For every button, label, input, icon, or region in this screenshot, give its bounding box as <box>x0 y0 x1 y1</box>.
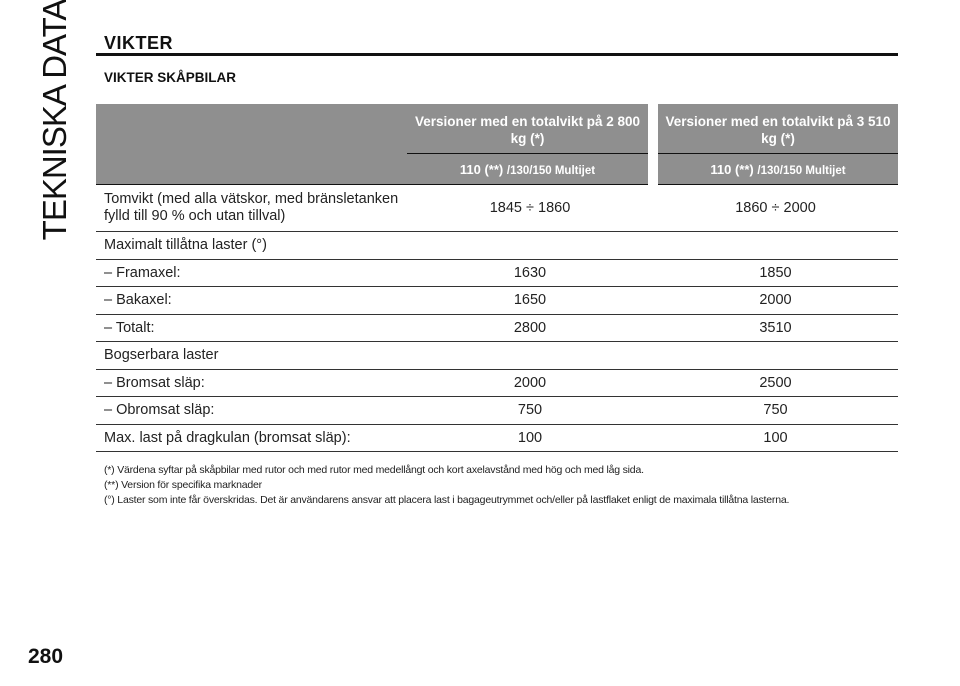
row-value-3510: 1850 <box>653 259 898 287</box>
table-row <box>96 314 898 342</box>
subheader-col-3510-main: 110 (**) <box>710 161 758 177</box>
footnote: (°) Laster som inte får överskridas. Det är användarens ansvar att placera last i bagageutrymmet och/eller på lastflaket enligt de maximala tillåtna lasterna. <box>104 494 790 506</box>
subheader-col-3510 <box>653 154 898 185</box>
row-value-3510 <box>653 232 898 260</box>
row-value-2800: 100 <box>407 424 653 452</box>
row-value-3510: 3510 <box>653 314 898 342</box>
row-value-2800: 1650 <box>407 287 653 315</box>
table-row <box>96 397 898 425</box>
footnote: (**) Version för specifika marknader <box>104 479 262 491</box>
side-section-label <box>20 0 90 241</box>
section-divider <box>96 53 898 56</box>
subheader-col-2800-main: 110 (**) <box>459 161 507 177</box>
header-col-2800: Versioner med en totalvikt på 2 800 kg (*) <box>407 104 653 154</box>
row-label: Maximalt tillåtna laster (°) <box>96 232 407 260</box>
row-label: – Bromsat släp: <box>96 369 407 397</box>
footnotes <box>104 463 898 508</box>
row-value-2800: 750 <box>407 397 653 425</box>
table-row <box>96 232 898 260</box>
table-row <box>96 185 898 232</box>
section-title: VIKTER <box>104 33 174 53</box>
row-label: – Bakaxel: <box>96 287 407 315</box>
row-value-2800: 2000 <box>407 369 653 397</box>
header-row <box>96 104 898 154</box>
table-row <box>96 342 898 370</box>
footnote: (*) Värdena syftar på skåpbilar med rutor och med rutor med medellångt och kort axelavstånd med hög och med låg sida. <box>104 464 644 476</box>
row-value-2800 <box>407 342 653 370</box>
row-value-2800: 2800 <box>407 314 653 342</box>
row-label: Bogserbara laster <box>96 342 407 370</box>
subheader-col-2800 <box>407 154 653 185</box>
row-value-3510: 2000 <box>653 287 898 315</box>
row-value-2800 <box>407 232 653 260</box>
table-row <box>96 259 898 287</box>
row-value-3510: 2500 <box>653 369 898 397</box>
row-value-3510 <box>653 342 898 370</box>
table-subtitle: VIKTER SKÅPBILAR <box>104 70 237 85</box>
row-label: – Obromsat släp: <box>96 397 407 425</box>
header-col-3510: Versioner med en totalvikt på 3 510 kg (*) <box>653 104 898 154</box>
page-number: 280 <box>28 645 64 668</box>
row-value-3510: 750 <box>653 397 898 425</box>
row-value-2800: 1630 <box>407 259 653 287</box>
header-empty-cell <box>96 104 407 185</box>
row-value-2800: 1845 ÷ 1860 <box>407 185 653 232</box>
table-row <box>96 424 898 452</box>
weights-table <box>96 104 898 452</box>
row-label: – Framaxel: <box>96 259 407 287</box>
row-label: Tomvikt (med alla vätskor, med bränsletanken fylld till 90 % och utan tillval) <box>96 185 407 232</box>
subheader-col-3510-small: /130/150 Multijet <box>757 164 846 177</box>
side-section-label-text: TEKNISKA DATA <box>36 0 73 241</box>
row-value-3510: 1860 ÷ 2000 <box>653 185 898 232</box>
row-label: Max. last på dragkulan (bromsat släp): <box>96 424 407 452</box>
table-row <box>96 287 898 315</box>
table-row <box>96 369 898 397</box>
row-value-3510: 100 <box>653 424 898 452</box>
row-label: – Totalt: <box>96 314 407 342</box>
subheader-col-2800-small: /130/150 Multijet <box>506 164 596 177</box>
